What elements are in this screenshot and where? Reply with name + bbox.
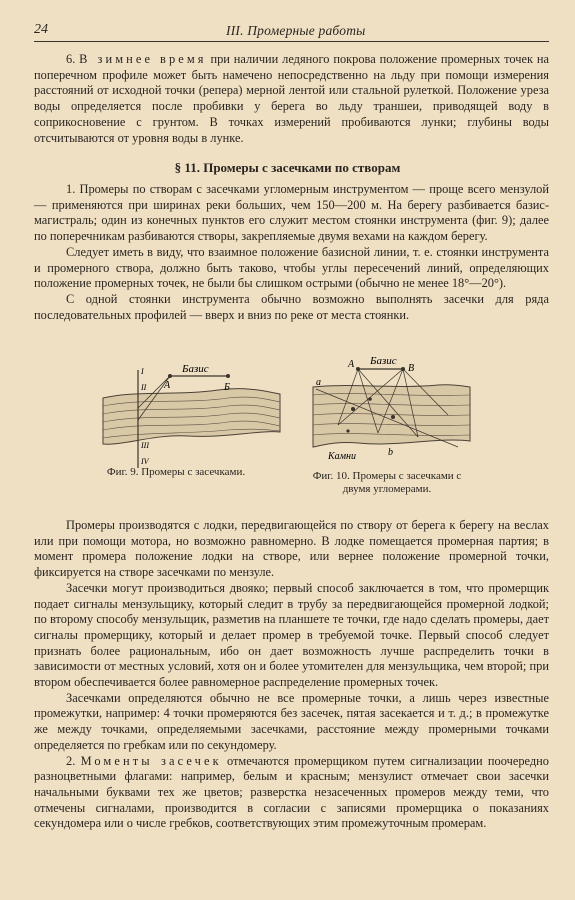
figure-10-small-a: а [316, 377, 321, 388]
paragraph-6: Засечками определяются обычно не все промерные точки, а лишь через известные промежутки, например: 4 точки промеряются без засечек, пятая засекается и т. д.; в промежутке же между точками, определяемыми засечками, расстояние между промерными точками определяется по гребкам или по секундомеру. [34, 690, 549, 752]
winter-heading: В зимнее время [79, 52, 207, 66]
section-11-body [34, 182, 549, 323]
winter-number: 6. [66, 52, 76, 66]
paragraph-2: Следует иметь в виду, что взаимное положение базисной линии, т. е. стоянки инструмента и промерного створа, должно быть таково, чтобы углы пересечений линий, определяющих положение промерных точек, не были бы слишком острыми (обычно не менее 18°—20°). [34, 244, 549, 291]
figure-9-roman-2: II [141, 383, 147, 392]
figure-10-diagram [308, 355, 473, 470]
paragraph-4: Промеры производятся с лодки, передвигающейся по створу от берега к берегу на веслах или при помощи мотора, но возможно равномерно. В лодке помещается промерная партия; в момент промера положение лодки на створе, или вернее положение промерной точки, фиксируется на створе засечками по мензуле. [34, 518, 549, 580]
figure-9-caption: Фиг. 9. Промеры с засечками. [106, 466, 246, 478]
winter-text: при наличии ледяного покрова положение промерных точек на поперечном профиле может быть намечено непосредственно на льду при помощи измерения расстояний от исходной точки (репера) мерной лентой или стальной рулеткой. Положение уреза воды определяется после пробивки у берега во льду траншеи, приводящей воду в соприкосновение с грунтом. В точках измерений пробиваются лунки; глубины воды отсчитываются от уровня воды в лунке. [34, 52, 549, 145]
figure-9-basis-label: Базис [182, 363, 209, 375]
page-header [34, 22, 549, 42]
moments-heading: Моменты засечек [80, 753, 222, 768]
running-title: III. Промерные работы [226, 23, 366, 38]
moments-number: 2. [66, 753, 76, 768]
moments-text: отмечаются промерщиком путем сигнализации поочередно разноцветными флагами: например, белым и красным; мензулист отмечает свои засечки начальными буквами тех же цветов; разверстка незасеченных промеров между теми, что отмечены сигналами, производится в согласии с записями промерщика о показаниях секундомера или о числе гребков, соответствующих этим промежуточным промерам. [34, 753, 549, 831]
moments-paragraph [34, 754, 549, 833]
figure-9-roman-3: III [141, 441, 149, 450]
figure-10-small-b: b [388, 447, 393, 458]
procedure-body [34, 518, 549, 832]
paragraph-3: С одной стоянки инструмента обычно возможно выполнять засечки для ряда последовательных профилей — вверх и вниз по реке от места стоянки. [34, 291, 549, 322]
header-rule [34, 41, 549, 42]
figure-10-point-b: В [408, 363, 415, 374]
figure-9-point-a: А [164, 380, 171, 391]
figure-10-point-a: А [348, 359, 355, 370]
winter-paragraph [34, 52, 549, 146]
figure-9-diagram [98, 360, 283, 475]
paragraph-1: 1. Промеры по створам с засечками угломерным инструментом — проще всего мензулой — применяются при ширинах реки больших, чем 150—200 м. На берегу разбивается базис-магистраль; один из конечных пунктов его служит местом стоянки инструмента (фиг. 9); далее по поперечникам разбиваются створы, закрепляемые двумя вехами на каждом берегу. [34, 182, 549, 244]
figure-10-caption: Фиг. 10. Промеры с засечками с двумя угломерами. [312, 470, 462, 495]
figure-9-roman-1: I [141, 367, 144, 376]
paragraph-5: Засечки могут производиться двояко; первый способ заключается в том, что промерщик подает сигналы мензульщику, который следит в трубу за передвигающейся промерной лодкой; по второму способу мензульщик, разметив на планшете те точки, где надо сделать промеры, дает сигналы промерщику, который и делает промер в требуемой точке. Первый способ следует признать более рациональным, ибо он дает возможность лучше распределить точки в зависимости от местных условий, хотя он и более утомителен для мензульщика, чем второй; при втором обеспечивается более равномерное распределение промерных точек. [34, 580, 549, 690]
figure-9-point-b: Б [224, 382, 230, 393]
page-number: 24 [34, 22, 48, 37]
figure-9-roman-4: IV [141, 457, 149, 466]
figure-10-basis-label: Базис [370, 355, 397, 367]
figure-10-stones-label: Камни [328, 451, 356, 462]
section-title: § 11. Промеры с засечками по створам [174, 160, 401, 175]
